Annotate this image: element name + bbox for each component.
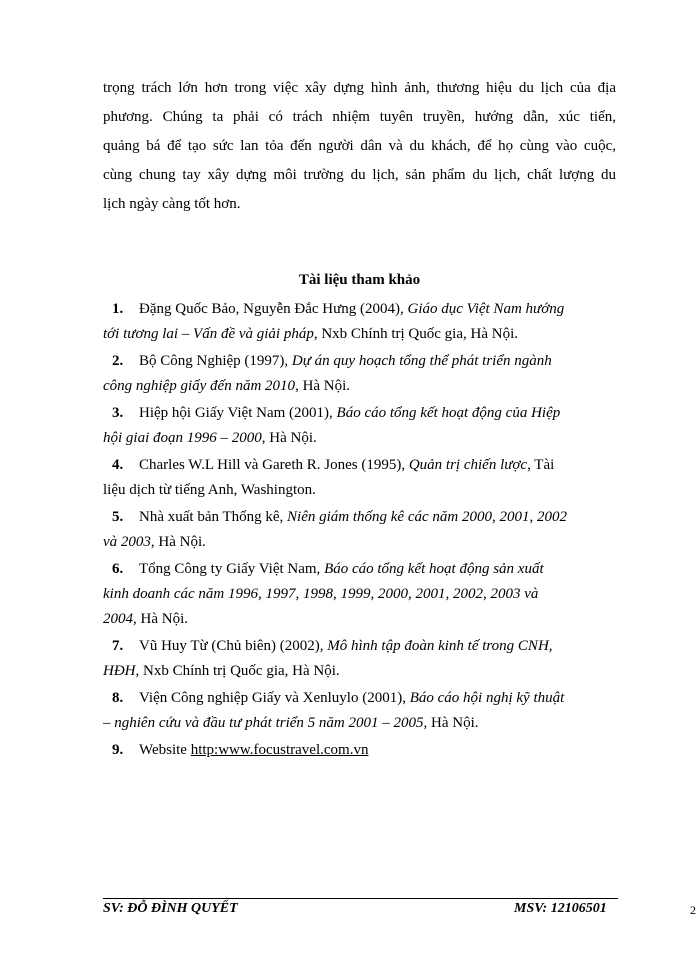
references-title: Tài liệu tham khảo — [298, 272, 421, 288]
reference-title: công nghiệp giấy đến năm 2010 — [103, 378, 296, 394]
reference-number: 4. — [112, 457, 124, 473]
reference-title: Báo cáo hội nghị kỹ thuật — [409, 690, 565, 706]
reference-title: Mô hình tập đoàn kinh tế trong CNH, — [327, 638, 553, 654]
page-number: 2 — [690, 903, 696, 917]
reference-title: Báo cáo tổng kết hoạt động sản xuất — [324, 561, 544, 577]
reference-number: 8. — [112, 690, 124, 706]
paragraph-line: cùng chung tay xây dựng môi trường du lịch, sản phẩm du lịch, chất lượng du — [103, 167, 616, 183]
reference-title: kinh doanh các năm 1996, 1997, 1998, 1999, 2000, 2001, 2002, 2003 và — [103, 586, 539, 602]
footer-student-name: SV: ĐỖ ĐÌNH QUYẾT — [103, 901, 238, 916]
reference-author: Website — [139, 742, 191, 758]
reference-item — [103, 738, 616, 763]
reference-author: Charles W.L Hill và Gareth R. Jones (1995), — [139, 457, 409, 473]
footer-divider — [103, 898, 618, 899]
reference-title: Báo cáo tổng kết hoạt động của Hiệp — [336, 405, 561, 421]
paragraph-line: quảng bá để tạo sức lan tỏa đến người dân và du khách, để họ cùng vào cuộc, — [103, 138, 616, 154]
reference-author: Tổng Công ty Giấy Việt Nam, — [139, 561, 325, 577]
reference-author: Viện Công nghiệp Giấy và Xenluylo (2001), — [139, 690, 410, 706]
reference-item — [103, 453, 616, 503]
reference-author: Bộ Công Nghiệp (1997), — [139, 353, 292, 369]
reference-number: 2. — [112, 353, 124, 369]
reference-item — [103, 401, 616, 451]
references-list — [103, 297, 616, 765]
reference-publisher: , Hà Nội. — [261, 430, 317, 446]
paragraph-line: trọng trách lớn hơn trong việc xây dựng hình ảnh, thương hiệu du lịch của địa — [103, 80, 616, 96]
reference-number: 5. — [112, 509, 124, 525]
reference-publisher: , Nxb Chính trị Quốc gia, Hà Nội. — [135, 663, 340, 679]
reference-item — [103, 349, 616, 399]
reference-title: HĐH — [103, 663, 136, 679]
reference-title: Giáo dục Việt Nam hướng — [407, 301, 565, 317]
reference-number: 6. — [112, 561, 124, 577]
reference-item — [103, 686, 616, 736]
reference-number: 7. — [112, 638, 124, 654]
reference-title: 2004 — [103, 611, 133, 627]
footer-student-id: MSV: 12106501 — [514, 901, 607, 916]
reference-item — [103, 557, 616, 632]
paragraph-line: phương. Chúng ta phải có trách nhiệm tuyên truyền, hướng dẫn, xúc tiến, — [103, 109, 616, 125]
reference-title: – nghiên cứu và đầu tư phát triển 5 năm 2001 – 2005 — [103, 715, 424, 731]
reference-publisher: , Hà Nội. — [133, 611, 188, 627]
reference-number: 9. — [112, 742, 124, 758]
reference-publisher: , Nxb Chính trị Quốc gia, Hà Nội. — [313, 326, 518, 342]
reference-item — [103, 297, 616, 347]
reference-item — [103, 634, 616, 684]
reference-title: Dự án quy hoạch tổng thể phát triển ngành — [291, 353, 552, 369]
reference-title: hội giai đoạn 1996 – 2000 — [103, 430, 262, 446]
reference-title: và 2003 — [103, 534, 151, 550]
reference-publisher: , Hà Nội. — [295, 378, 351, 394]
reference-author: Nhà xuất bản Thống kê, — [139, 509, 288, 525]
reference-publisher: , Hà Nội. — [423, 715, 479, 731]
reference-title: Quản trị chiến lược — [408, 457, 528, 473]
reference-author: Hiệp hội Giấy Việt Nam (2001), — [139, 405, 337, 421]
paragraph-line: lịch ngày càng tốt hơn. — [103, 196, 241, 212]
website-link[interactable]: http:www.focustravel.com.vn — [190, 742, 369, 758]
reference-tail: , Tài — [527, 457, 555, 473]
reference-author: Đặng Quốc Bảo, Nguyễn Đắc Hưng (2004), — [139, 301, 408, 317]
reference-number: 3. — [112, 405, 124, 421]
reference-publisher: , Hà Nội. — [150, 534, 206, 550]
body-paragraph — [103, 74, 616, 219]
reference-title: Niên giám thống kê các năm 2000, 2001, 2002 — [287, 509, 567, 525]
reference-publisher: liệu dịch từ tiếng Anh, Washington. — [103, 482, 316, 498]
reference-title: tới tương lai – Vấn đề và giải pháp — [103, 326, 314, 342]
reference-number: 1. — [112, 301, 124, 317]
reference-item — [103, 505, 616, 555]
reference-author: Vũ Huy Từ (Chủ biên) (2002), — [139, 638, 328, 654]
